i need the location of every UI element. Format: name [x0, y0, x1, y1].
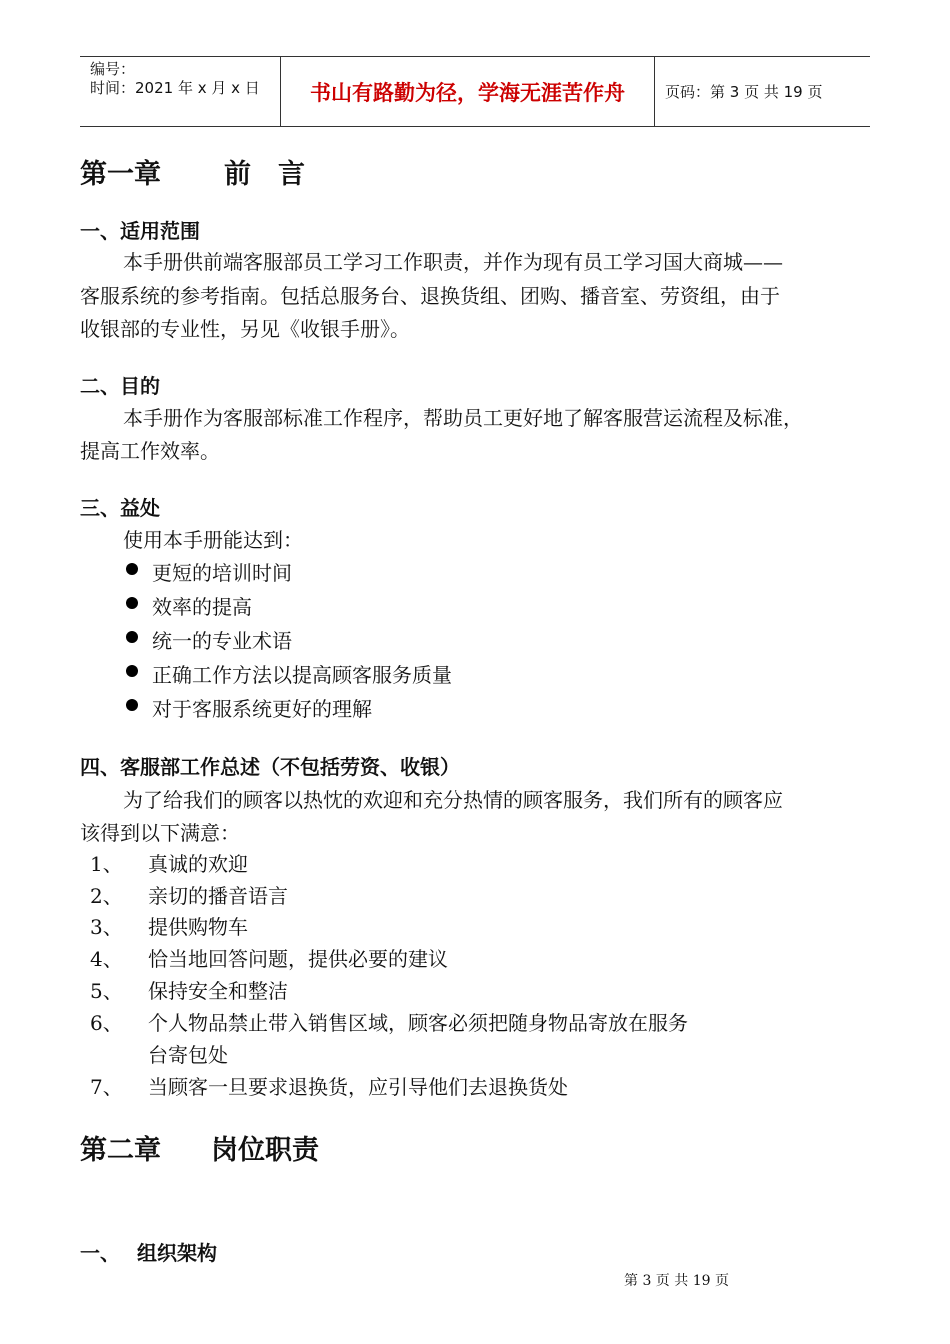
- bullet-icon: [126, 563, 138, 575]
- section4-heading: 四、客服部工作总述（不包括劳资、收银）: [80, 755, 460, 779]
- list-item-text: 个人物品禁止带入销售区域，顾客必须把随身物品寄放在服务: [148, 1011, 688, 1035]
- section1-line: 客服系统的参考指南。包括总服务台、退换货组、团购、播音室、劳资组，由于: [80, 284, 780, 308]
- bullet-icon: [126, 665, 138, 677]
- section3-heading: 三、益处: [80, 496, 160, 520]
- benefit-item: 效率的提高: [152, 595, 252, 619]
- header-number-label: 编号：: [90, 60, 136, 78]
- list-item-number: 4、: [90, 947, 123, 971]
- chapter1-number: 第一章: [80, 159, 161, 190]
- section3-intro: 使用本手册能达到：: [123, 528, 303, 552]
- chapter2-number: 第二章: [80, 1135, 161, 1166]
- list-item-text: 保持安全和整洁: [148, 979, 288, 1003]
- benefit-item: 更短的培训时间: [152, 561, 292, 585]
- footer-page-number: 第 3 页 共 19 页: [624, 1273, 729, 1289]
- section1-line: 本手册供前端客服部员工学习工作职责，并作为现有员工学习国大商城——: [123, 250, 783, 274]
- section4-line: 为了给我们的顾客以热忱的欢迎和充分热情的顾客服务，我们所有的顾客应: [123, 788, 783, 812]
- chapter2-section1-heading: 组织架构: [137, 1241, 217, 1265]
- header-time-label: 时间：2021 年 x 月 x 日: [90, 79, 260, 97]
- header-motto: 书山有路勤为径，学海无涯苦作舟: [281, 57, 655, 126]
- section1-heading: 一、适用范围: [80, 219, 200, 243]
- document-header: [80, 56, 870, 127]
- header-meta-cell: [80, 57, 281, 126]
- section4-line: 该得到以下满意：: [80, 821, 240, 845]
- bullet-icon: [126, 597, 138, 609]
- list-item-number: 2、: [90, 884, 123, 908]
- chapter2-section1-number: 一、: [80, 1241, 120, 1265]
- benefit-item: 统一的专业术语: [152, 629, 292, 653]
- list-item-text: 当顾客一旦要求退换货，应引导他们去退换货处: [148, 1075, 568, 1099]
- list-item-number: 6、: [90, 1011, 123, 1035]
- list-item-text: 亲切的播音语言: [148, 884, 288, 908]
- section2-line: 本手册作为客服部标准工作程序，帮助员工更好地了解客服营运流程及标准，: [123, 406, 803, 430]
- list-item-number: 7、: [90, 1075, 123, 1099]
- bullet-icon: [126, 631, 138, 643]
- bullet-icon: [126, 699, 138, 711]
- section1-line: 收银部的专业性，另见《收银手册》。: [80, 317, 410, 341]
- benefit-item: 对于客服系统更好的理解: [152, 697, 372, 721]
- list-item-text: 恰当地回答问题，提供必要的建议: [148, 947, 448, 971]
- section2-line: 提高工作效率。: [80, 439, 220, 463]
- list-item-text: 提供购物车: [148, 915, 248, 939]
- list-item-continuation: 台寄包处: [148, 1043, 228, 1067]
- section2-heading: 二、目的: [80, 374, 160, 398]
- benefit-item: 正确工作方法以提高顾客服务质量: [152, 663, 452, 687]
- chapter1-title: 前 言: [224, 159, 305, 190]
- list-item-number: 3、: [90, 915, 123, 939]
- list-item-text: 真诚的欢迎: [148, 852, 248, 876]
- header-page-info: 页码：第 3 页 共 19 页: [665, 83, 823, 101]
- chapter2-title: 岗位职责: [211, 1135, 319, 1166]
- list-item-number: 1、: [90, 852, 123, 876]
- list-item-number: 5、: [90, 979, 123, 1003]
